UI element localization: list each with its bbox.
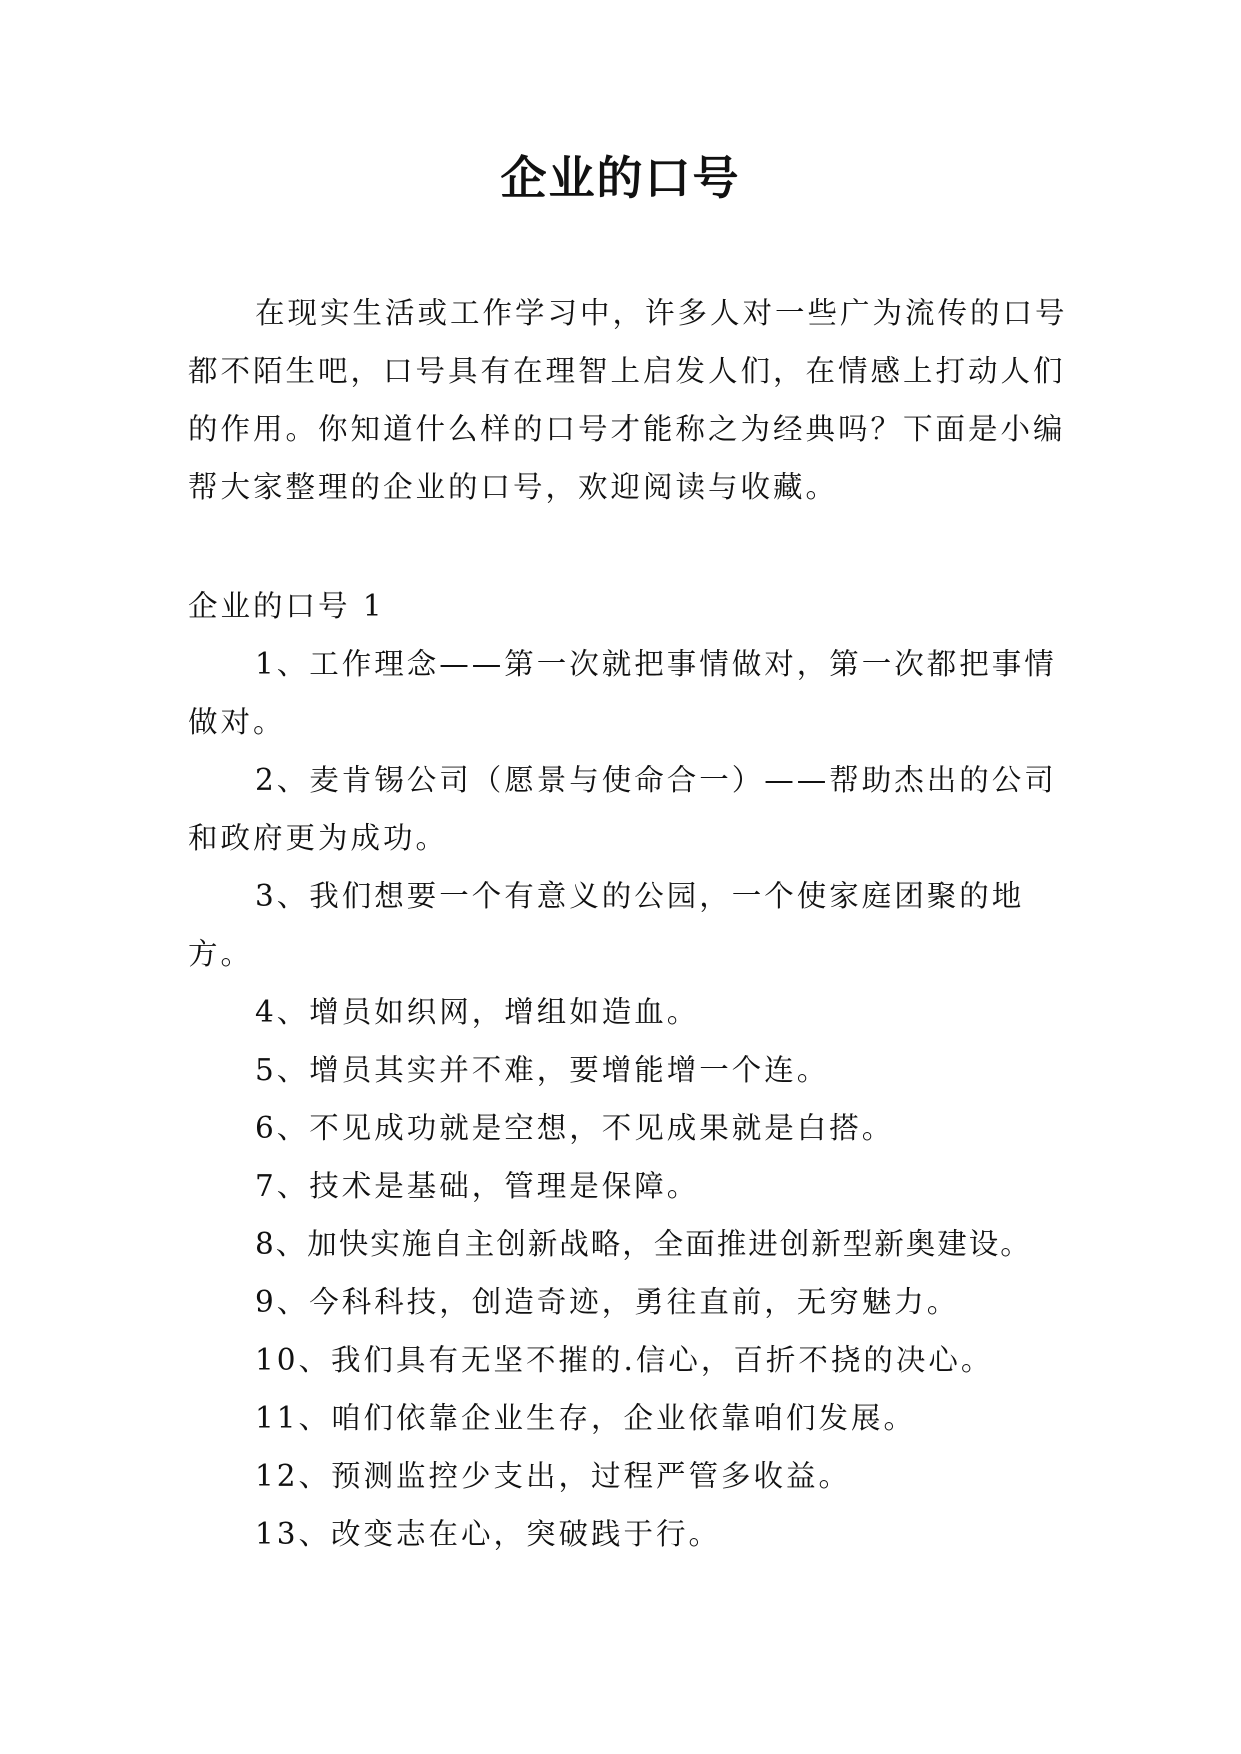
slogan-item-11: 11、咱们依靠企业生存，企业依靠咱们发展。 bbox=[255, 1401, 917, 1435]
document-title: 企业的口号 bbox=[500, 151, 741, 205]
slogan-item-5: 5、增员其实并不难，要增能增一个连。 bbox=[255, 1053, 830, 1087]
slogan-item-8: 8、加快实施自主创新战略，全面推进创新型新奥建设。 bbox=[255, 1227, 1032, 1261]
slogan-item-10: 10、我们具有无坚不摧的.信心，百折不挠的决心。 bbox=[255, 1343, 994, 1377]
slogan-item-2: 2、麦肯锡公司（愿景与使命合一）——帮助杰出的公司和政府更为成功。 bbox=[188, 763, 1057, 855]
section-heading: 企业的口号 1 bbox=[188, 589, 385, 623]
slogan-item-6: 6、不见成功就是空想，不见成果就是白搭。 bbox=[255, 1111, 895, 1145]
slogan-item-4: 4、增员如织网，增组如造血。 bbox=[255, 995, 700, 1029]
slogan-item-12: 12、预测监控少支出，过程严管多收益。 bbox=[255, 1459, 852, 1493]
slogan-item-7: 7、技术是基础，管理是保障。 bbox=[255, 1169, 700, 1203]
slogan-item-1: 1、工作理念——第一次就把事情做对，第一次都把事情做对。 bbox=[188, 647, 1057, 739]
slogan-item-3: 3、我们想要一个有意义的公园，一个使家庭团聚的地方。 bbox=[188, 879, 1025, 971]
slogan-item-13: 13、改变志在心，突破践于行。 bbox=[255, 1517, 722, 1551]
slogan-item-9: 9、今科科技，创造奇迹，勇往直前，无穷魅力。 bbox=[255, 1285, 960, 1319]
intro-paragraph: 在现实生活或工作学习中，许多人对一些广为流传的口号都不陌生吧，口号具有在理智上启发人们，在情感上打动人们的作用。你知道什么样的口号才能称之为经典吗？下面是小编帮大家整理的企业的口号，欢迎阅读与收藏。 bbox=[188, 296, 1068, 504]
